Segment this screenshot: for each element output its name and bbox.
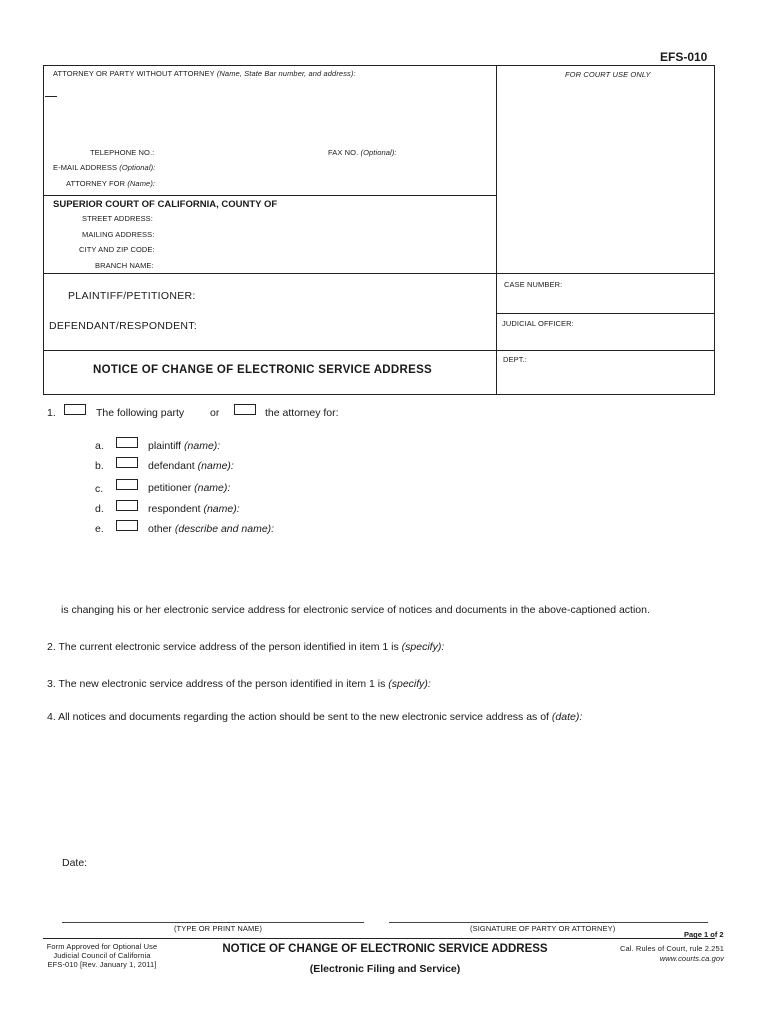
rule-reference: Cal. Rules of Court, rule 2.251 (620, 944, 724, 953)
footer-rule (43, 938, 715, 939)
approval-line-2: Judicial Council of California (53, 951, 151, 960)
caption-left-border (43, 65, 44, 395)
court-use-label: FOR COURT USE ONLY (565, 70, 651, 79)
fax-hint: (Optional): (360, 148, 397, 157)
attorney-label-hint: (Name, State Bar number, and address): (216, 69, 356, 78)
respondent-hint: (name): (203, 503, 240, 515)
item1-number: 1. (47, 407, 56, 419)
item4-hint: (date): (551, 711, 583, 723)
item3-new-address[interactable] (47, 678, 431, 690)
defendant-checkbox[interactable] (116, 457, 138, 468)
caption-middle-divider (496, 65, 497, 395)
attorney-for-text: ATTORNEY FOR (66, 179, 126, 188)
other-text: other (148, 523, 172, 535)
option-a-letter: a. (95, 440, 104, 452)
item2-current-address[interactable] (47, 641, 444, 653)
approval-line-3: EFS-010 [Rev. January 1, 2011] (47, 960, 157, 969)
plaintiff-text: plaintiff (148, 440, 182, 452)
date-label[interactable]: Date: (62, 857, 88, 869)
petitioner-text: petitioner (148, 482, 192, 494)
option-c-label (148, 482, 230, 494)
footer-title: NOTICE OF CHANGE OF ELECTRONIC SERVICE ADDRESS (222, 943, 548, 955)
item3-text: 3. The new electronic service address of the person identified in item 1 is (47, 678, 386, 690)
item2-text: 2. The current electronic service address of the person identified in item 1 is (47, 641, 399, 653)
title-section-top-line (43, 350, 715, 351)
attorney-label: ATTORNEY OR PARTY WITHOUT ATTORNEY (53, 69, 215, 78)
option-b-letter: b. (95, 460, 104, 472)
court-title: SUPERIOR COURT OF CALIFORNIA, COUNTY OF (53, 199, 278, 210)
petitioner-hint: (name): (194, 482, 231, 494)
footer-subtitle: (Electronic Filing and Service) (309, 963, 461, 975)
caption-right-border (714, 65, 715, 395)
or-label: or (210, 407, 220, 419)
option-b-label (148, 460, 234, 472)
attorney-for-option-label: the attorney for: (265, 407, 339, 419)
other-hint: (describe and name): (174, 523, 275, 535)
dept-label[interactable]: DEPT.: (503, 355, 527, 364)
respondent-checkbox[interactable] (116, 500, 138, 511)
changing-address-statement: is changing his or her electronic service address for electronic service of notices and documents in the above-captioned action. (61, 604, 650, 616)
attorney-header (53, 69, 356, 78)
case-number-bottom-line (496, 313, 715, 314)
fax-label[interactable] (328, 148, 397, 157)
street-address-label[interactable]: STREET ADDRESS: (82, 214, 153, 223)
option-a-label (148, 440, 220, 452)
page-number: Page 1 of 2 (684, 930, 724, 939)
item2-hint: (specify): (401, 641, 445, 653)
defendant-label[interactable]: DEFENDANT/RESPONDENT: (49, 320, 198, 332)
plaintiff-label[interactable]: PLAINTIFF/PETITIONER: (68, 290, 196, 302)
branch-name-label[interactable]: BRANCH NAME: (95, 261, 154, 270)
caption-bottom-border (43, 394, 715, 395)
courts-website-link[interactable]: www.courts.ca.gov (659, 954, 724, 963)
item4-effective-date[interactable] (47, 711, 582, 723)
city-zip-label[interactable]: CITY AND ZIP CODE: (79, 245, 155, 254)
attorney-entry-mark (45, 96, 57, 97)
mailing-address-label[interactable]: MAILING ADDRESS: (82, 230, 155, 239)
email-label-text: E-MAIL ADDRESS (53, 163, 118, 172)
petitioner-checkbox[interactable] (116, 479, 138, 490)
email-label[interactable] (53, 163, 155, 172)
attorney-for-hint: (Name): (127, 179, 156, 188)
following-party-checkbox[interactable] (64, 404, 86, 415)
form-approval (43, 942, 161, 969)
telephone-label[interactable]: TELEPHONE NO.: (90, 148, 155, 157)
fax-label-text: FAX NO. (328, 148, 359, 157)
court-section-top-line (43, 195, 496, 196)
form-id: EFS-010 (660, 50, 708, 64)
option-d-label (148, 503, 240, 515)
caption-top-border (43, 65, 715, 66)
respondent-text: respondent (148, 503, 201, 515)
attorney-for-checkbox[interactable] (234, 404, 256, 415)
plaintiff-hint: (name): (184, 440, 221, 452)
following-party-label: The following party (96, 407, 185, 419)
judicial-officer-label[interactable]: JUDICIAL OFFICER: (502, 319, 574, 328)
option-c-letter: c. (95, 483, 104, 495)
option-d-letter: d. (95, 503, 104, 515)
signature-label: (SIGNATURE OF PARTY OR ATTORNEY) (470, 924, 616, 933)
plaintiff-checkbox[interactable] (116, 437, 138, 448)
approval-line-1: Form Approved for Optional Use (46, 942, 158, 951)
print-name-line[interactable] (62, 922, 364, 923)
notice-title: NOTICE OF CHANGE OF ELECTRONIC SERVICE ADDRESS (93, 364, 433, 376)
parties-section-top-line (43, 273, 715, 274)
defendant-hint: (name): (197, 460, 234, 472)
other-checkbox[interactable] (116, 520, 138, 531)
option-e-letter: e. (95, 523, 104, 535)
case-number-label[interactable]: CASE NUMBER: (504, 280, 563, 289)
item4-text: 4. All notices and documents regarding the action should be sent to the new electronic service address as of (47, 711, 549, 723)
type-name-label: (TYPE OR PRINT NAME) (173, 924, 263, 933)
defendant-text: defendant (148, 460, 195, 472)
attorney-for-label[interactable] (66, 179, 155, 188)
option-e-label (148, 523, 274, 535)
email-hint: (Optional): (119, 163, 156, 172)
signature-line[interactable] (389, 922, 708, 923)
item3-hint: (specify): (388, 678, 431, 690)
